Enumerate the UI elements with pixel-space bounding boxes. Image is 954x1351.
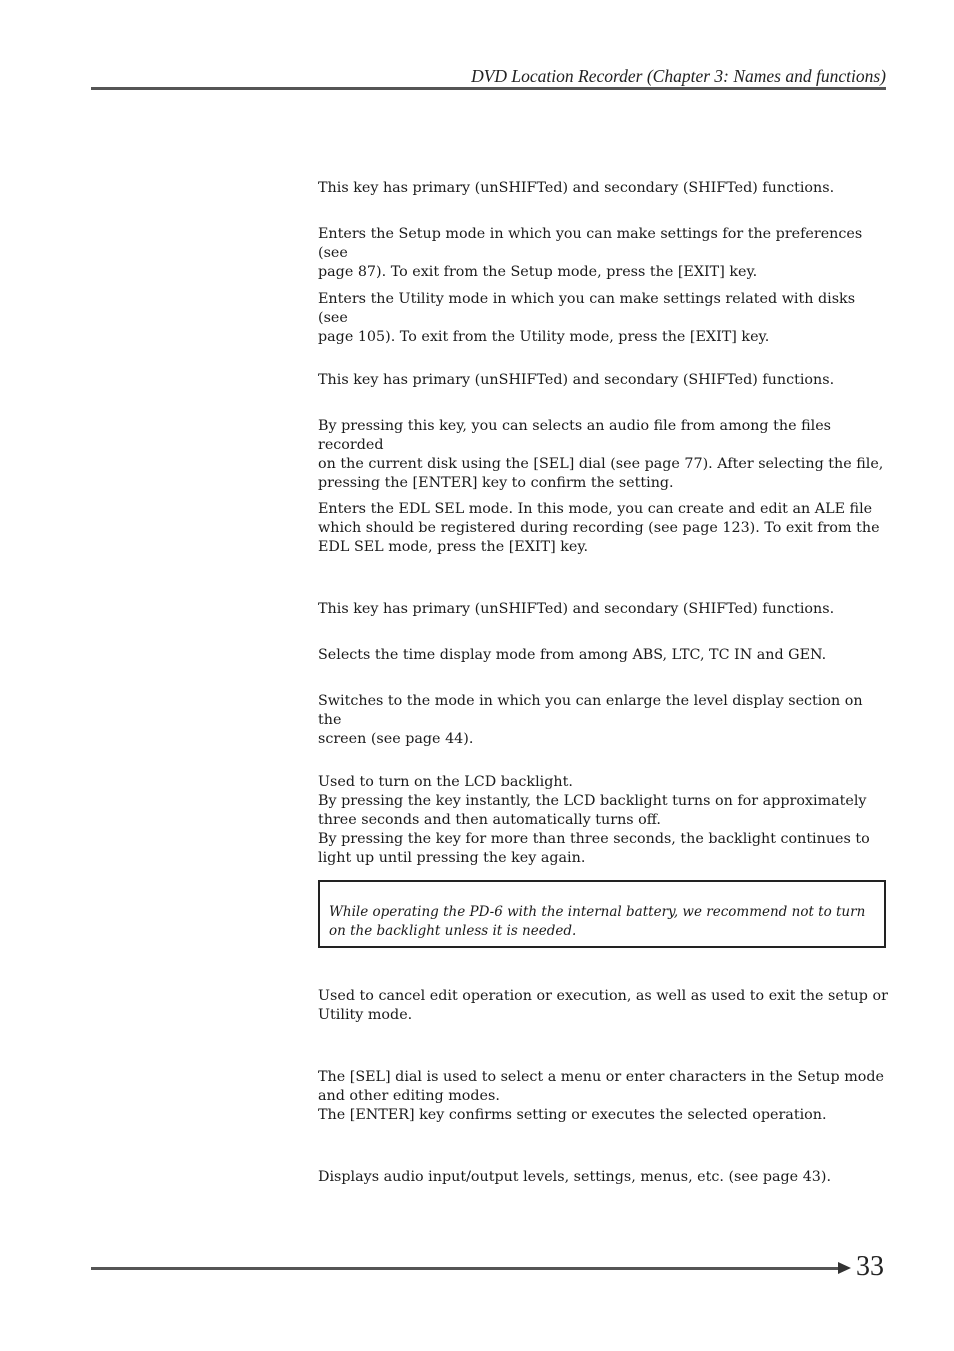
arrow-right-icon — [838, 1262, 851, 1274]
paragraph-level-display — [318, 692, 888, 749]
footer-rule — [91, 1267, 843, 1270]
page-number: 33 — [856, 1251, 884, 1282]
text-line: Selects the time display mode from among ABS, LTC, TC IN and GEN. — [318, 647, 827, 663]
text-line: and other editing modes. — [318, 1088, 500, 1104]
header-rule — [91, 87, 886, 90]
text-line: Utility mode. — [318, 1007, 413, 1023]
text-line: This key has primary (unSHIFTed) and secondary (SHIFTed) functions. — [318, 601, 835, 617]
note-text — [329, 903, 881, 940]
paragraph-key-functions-3 — [318, 600, 888, 619]
text-line: Used to turn on the LCD backlight. — [318, 774, 573, 790]
text-line: Enters the EDL SEL mode. In this mode, you can create and edit an ALE file — [318, 501, 873, 517]
paragraph-display — [318, 1168, 888, 1187]
text-line: Enters the Utility mode in which you can make settings related with disks (see — [318, 291, 856, 326]
running-header-title: DVD Location Recorder (Chapter 3: Names and functions) — [471, 66, 886, 86]
note-box — [318, 880, 886, 948]
text-line: page 87). To exit from the Setup mode, press the [EXIT] key. — [318, 264, 758, 280]
text-line: By pressing the key instantly, the LCD backlight turns on for approximately — [318, 793, 867, 809]
text-line: EDL SEL mode, press the [EXIT] key. — [318, 539, 589, 555]
text-line: Displays audio input/output levels, settings, menus, etc. (see page 43). — [318, 1169, 832, 1185]
text-line: This key has primary (unSHIFTed) and secondary (SHIFTed) functions. — [318, 180, 835, 196]
text-line: This key has primary (unSHIFTed) and secondary (SHIFTed) functions. — [318, 372, 835, 388]
text-line: By pressing the key for more than three seconds, the backlight continues to — [318, 831, 870, 847]
text-line: which should be registered during recording (see page 123). To exit from the — [318, 520, 880, 536]
paragraph-file-select — [318, 417, 888, 493]
text-line: By pressing this key, you can selects an audio file from among the files recorded — [318, 418, 831, 453]
text-line: Used to cancel edit operation or execution, as well as used to exit the setup or — [318, 988, 888, 1004]
paragraph-edl-sel-mode — [318, 500, 888, 557]
text-line: The [SEL] dial is used to select a menu or enter characters in the Setup mode — [318, 1069, 884, 1085]
text-line: light up until pressing the key again. — [318, 850, 586, 866]
text-line: pressing the [ENTER] key to confirm the setting. — [318, 475, 674, 491]
text-line: screen (see page 44). — [318, 731, 474, 747]
text-line: on the current disk using the [SEL] dial (see page 77). After selecting the file, — [318, 456, 884, 472]
text-line: Enters the Setup mode in which you can make settings for the preferences (see — [318, 226, 863, 261]
paragraph-setup-mode — [318, 225, 888, 282]
text-line: While operating the PD-6 with the internal battery, we recommend not to turn — [329, 904, 866, 920]
paragraph-time-display-mode — [318, 646, 888, 665]
paragraph-exit-key — [318, 987, 888, 1025]
text-line: page 105). To exit from the Utility mode, press the [EXIT] key. — [318, 329, 770, 345]
text-line: Switches to the mode in which you can enlarge the level display section on the — [318, 693, 863, 728]
paragraph-sel-dial — [318, 1068, 888, 1125]
text-line: three seconds and then automatically turns off. — [318, 812, 661, 828]
text-line: on the backlight unless it is needed. — [329, 922, 577, 939]
paragraph-key-functions-2 — [318, 371, 888, 390]
paragraph-utility-mode — [318, 290, 888, 347]
paragraph-lcd-backlight — [318, 773, 888, 868]
paragraph-key-functions-1 — [318, 179, 888, 198]
text-line: The [ENTER] key confirms setting or executes the selected operation. — [318, 1107, 827, 1123]
